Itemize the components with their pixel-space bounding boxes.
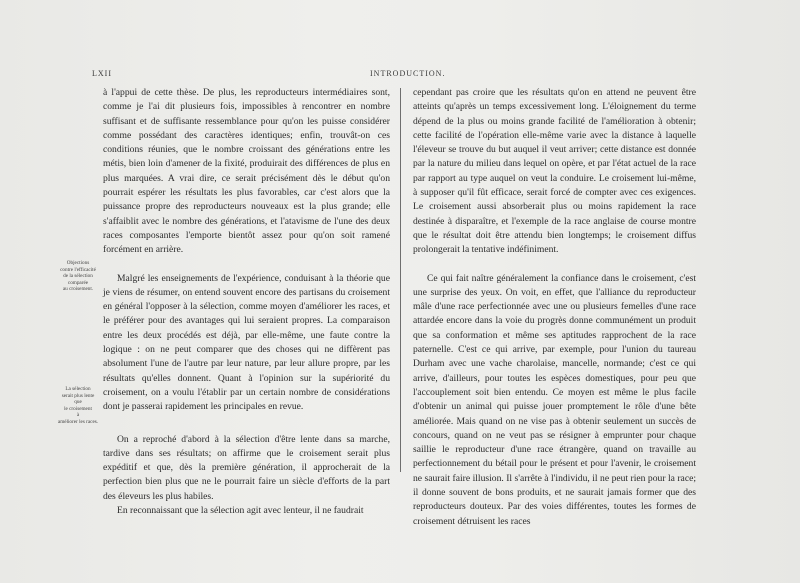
margin-note-line: La sélection [65, 386, 91, 392]
margin-note-line: que [74, 399, 82, 406]
margin-note-line: contre l'efficacité [60, 266, 96, 273]
paragraph: On a reproché d'abord à la sélection d'être lente dans sa marche, tardive dans ses résultats; on affirme que le croisement serait plus expéditif et que, dès la première génération, il approcherait de la perfection bien plus que ne le pourrait faire un siècle d'efforts de la part des éleveurs les plus habiles. [103, 433, 390, 502]
left-text-column [103, 86, 390, 518]
right-text-column [413, 86, 696, 529]
margin-note-line: comparée [67, 279, 89, 286]
margin-note-line: améliorer les races. [57, 418, 99, 425]
paragraph: cependant pas croire que les résultats qu'on en attend ne peuvent être atteints qu'après un temps excessivement long. L'éloignement du terme dépend de la plus ou moins grande facilité de l'amélioration à obtenir; cette facilité de l'opération elle-même varie avec la distance à laquelle l'éleveur se trouve du but auquel il veut arriver; cette distance est donnée par la nature du milieu dans lequel on opère, et par l'état actuel de la race par rapport au type auquel on veut la conduire. Le croisement lui-même, à supposer qu'il fût efficace, serait forcé de compter avec ces exigences. Le croisement aussi absorberait plus ou moins rapidement la race destinée à disparaître, et l'exemple de la race anglaise de course montre que le résultat doit être attendu bien longtemps; le croisement diffus prolongerait la tentative indéfiniment. [413, 87, 696, 256]
margin-note-selection-slower [50, 386, 106, 426]
paragraph: à l'appui de cette thèse. De plus, les reproducteurs intermédiaires sont, comme je l'ai dit plusieurs fois, impossibles à rencontrer en nombre suffisant et de suffisante ressemblance pour qu'on les puisse considérer comme possédant des caractères identiques; enfin, trouvât-on ces conditions réunies, que le nombre croissant des générations entre les métis, bien loin d'amener de la fixité, produirait des différences de plus en plus marquées. A vrai dire, ce serait précisément dès le début qu'on pourrait espérer les résultats les plus favorables, car c'est alors que la puissance propre des reproducteurs nouveaux est la plus grande; elle s'affaiblit avec le nombre des générations, et l'atavisme de l'une des deux races composantes l'emporte bientôt assez pour qu'on soit ramené forcément en arrière. [103, 87, 390, 256]
margin-note-line: de la sélection [63, 273, 93, 280]
page-number: LXII [92, 69, 112, 78]
margin-note-line: au croisement. [62, 286, 94, 293]
page-header [0, 69, 800, 83]
paragraph: Ce qui fait naître généralement la confiance dans le croisement, c'est une surprise des yeux. On voit, en effet, que l'alliance du reproducteur mâle d'une race perfectionnée avec une ou plusieurs femelles d'une race attardée encore dans la voie du progrès donne communément un produit que sa conformation et même ses aptitudes rapprochent de la race paternelle. C'est ce qui arrive, par exemple, pour l'union du taureau Durham avec une vache charolaise, mancelle, normande; c'est ce qui arrive, d'ailleurs, pour toutes les espèces domestiques, pour peu que l'accouplement soit bien entendu. Ce moyen est même le plus facile d'obtenir un animal qui puisse jouer promptement le rôle d'une bête améliorée. Mais quand on ne vise pas à obtenir seulement un succès de concours, quand on ne veut pas se résigner à emprunter pour chaque saillie le reproducteur d'une race étrangère, quand on travaille au perfectionnement du bétail pour le présent et pour l'avenir, le croisement ne saurait faire illusion. Il s'arrête à l'individu, il ne peut rien pour la race; il donne souvent de bons produits, et ne saurait jamais former que des reproducteurs douteux. Par des voies différentes, toutes les formes de croisement détruisent les races [413, 272, 696, 527]
margin-note-line: le croisement [64, 405, 92, 412]
paragraph: Malgré les enseignements de l'expérience, conduisant à la théorie que je viens de résumer, on entend souvent encore des partisans du croisement en général l'opposer à la sélection, comme moyen d'améliorer les races, et le préférer pour des avantages qui lui seraient propres. La comparaison entre les deux procédés est déjà, par elle-même, une faute contre la logique : on ne peut comparer que des choses qui ne diffèrent pas absolument l'une de l'autre par leur nature, par leur allure propre, par les résultats qu'elles donnent. Quant à l'opinion sur la supériorité du croisement, on a voulu l'établir par un certain nombre de considérations dont je passerai rapidement les principales en revue. [103, 272, 390, 413]
margin-note-line: à [76, 412, 80, 419]
column-divider [400, 88, 401, 472]
running-title: INTRODUCTION. [370, 69, 446, 78]
margin-note-line: Objections [66, 260, 90, 266]
margin-note-line: serait plus lente [61, 392, 95, 399]
paragraph: En reconnaissant que la sélection agit avec lenteur, il ne faudrait [117, 505, 364, 517]
margin-note-objections [50, 260, 106, 293]
